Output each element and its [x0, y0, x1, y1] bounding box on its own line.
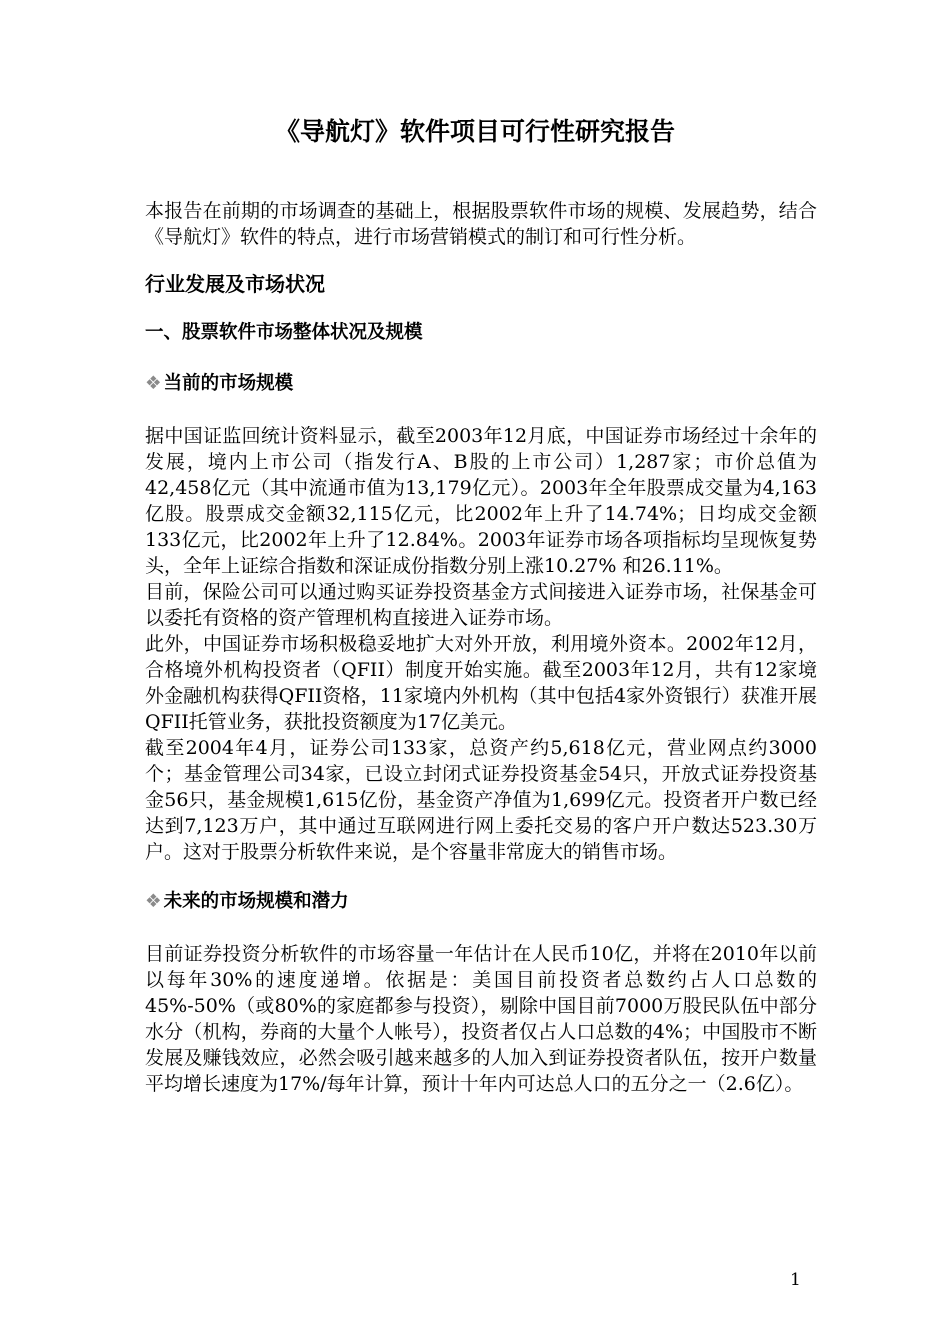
body-paragraph: 目前证券投资分析软件的市场容量一年估计在人民币10亿，并将在2010年以前以每年30%的速度递增。依据是：美国目前投资者总数约占人口总数的45%-50%（或80%的家庭都参与投资），剔除中国目前7000万股民队伍中部分水分（机构，券商的大量个人帐号），投资者仅占人口总数的4%；中国股市不断发展及赚钱效应，必然会吸引越来越多的人加入到证券投资者队伍，按开户数量平均增长速度为17%/每年计算，预计十年内可达总人口的五分之一（2.6亿）。: [145, 943, 817, 1095]
section-heading: 行业发展及市场状况: [145, 272, 325, 296]
body-paragraph: 据中国证监回统计资料显示，截至2003年12月底，中国证券市场经过十余年的发展，境内上市公司（指发行A、B股的上市公司）1,287家；市价总值为42,458亿元（其中流通市值为13,179亿元）。2003年全年股票成交量为4,163亿股。股票成交金额32,115亿元，比2002年上升了14.74%；日均成交金额133亿元，比2002年上升了12.84%。2003年证券市场各项指标均呈现恢复势头，全年上证综合指数和深证成份指数分别上涨10.27% 和26.11%。: [145, 425, 817, 577]
page-number: 1: [790, 1270, 801, 1290]
topic-heading-current-market: [145, 371, 817, 397]
body-paragraph: 此外，中国证券市场积极稳妥地扩大对外开放，利用境外资本。2002年12月，合格境外机构投资者（QFII）制度开始实施。截至2003年12月，共有12家境外金融机构获得QFII资格，11家境内外机构（其中包括4家外资银行）获准开展QFII托管业务，获批投资额度为17亿美元。: [145, 633, 817, 733]
document-body: [145, 198, 817, 1097]
topic-heading-label: 未来的市场规模和潜力: [163, 891, 349, 912]
body-paragraph: 目前，保险公司可以通过购买证券投资基金方式间接进入证券市场，社保基金可以委托有资格的资产管理机构直接进入证券市场。: [145, 581, 817, 629]
diamond-bullet-icon: ❖: [145, 891, 162, 912]
topic-heading-future-market: [145, 889, 817, 915]
intro-paragraph: 本报告在前期的市场调查的基础上，根据股票软件市场的规模、发展趋势，结合《导航灯》软件的特点，进行市场营销模式的制订和可行性分析。: [145, 200, 817, 248]
diamond-bullet-icon: ❖: [145, 373, 162, 394]
body-paragraph: 截至2004年4月，证券公司133家，总资产约5,618亿元，营业网点约3000个；基金管理公司34家，已设立封闭式证券投资基金54只，开放式证券投资基金56只，基金规模1,615亿份，基金资产净值为1,699亿元。投资者开户数已经达到7,123万户，其中通过互联网进行网上委托交易的客户开户数达523.30万户。这对于股票分析软件来说，是个容量非常庞大的销售市场。: [145, 737, 817, 863]
subsection-heading: 一、股票软件市场整体状况及规模: [145, 322, 423, 343]
document-title: 《导航灯》软件项目可行性研究报告: [274, 117, 675, 146]
topic-heading-label: 当前的市场规模: [163, 373, 294, 394]
